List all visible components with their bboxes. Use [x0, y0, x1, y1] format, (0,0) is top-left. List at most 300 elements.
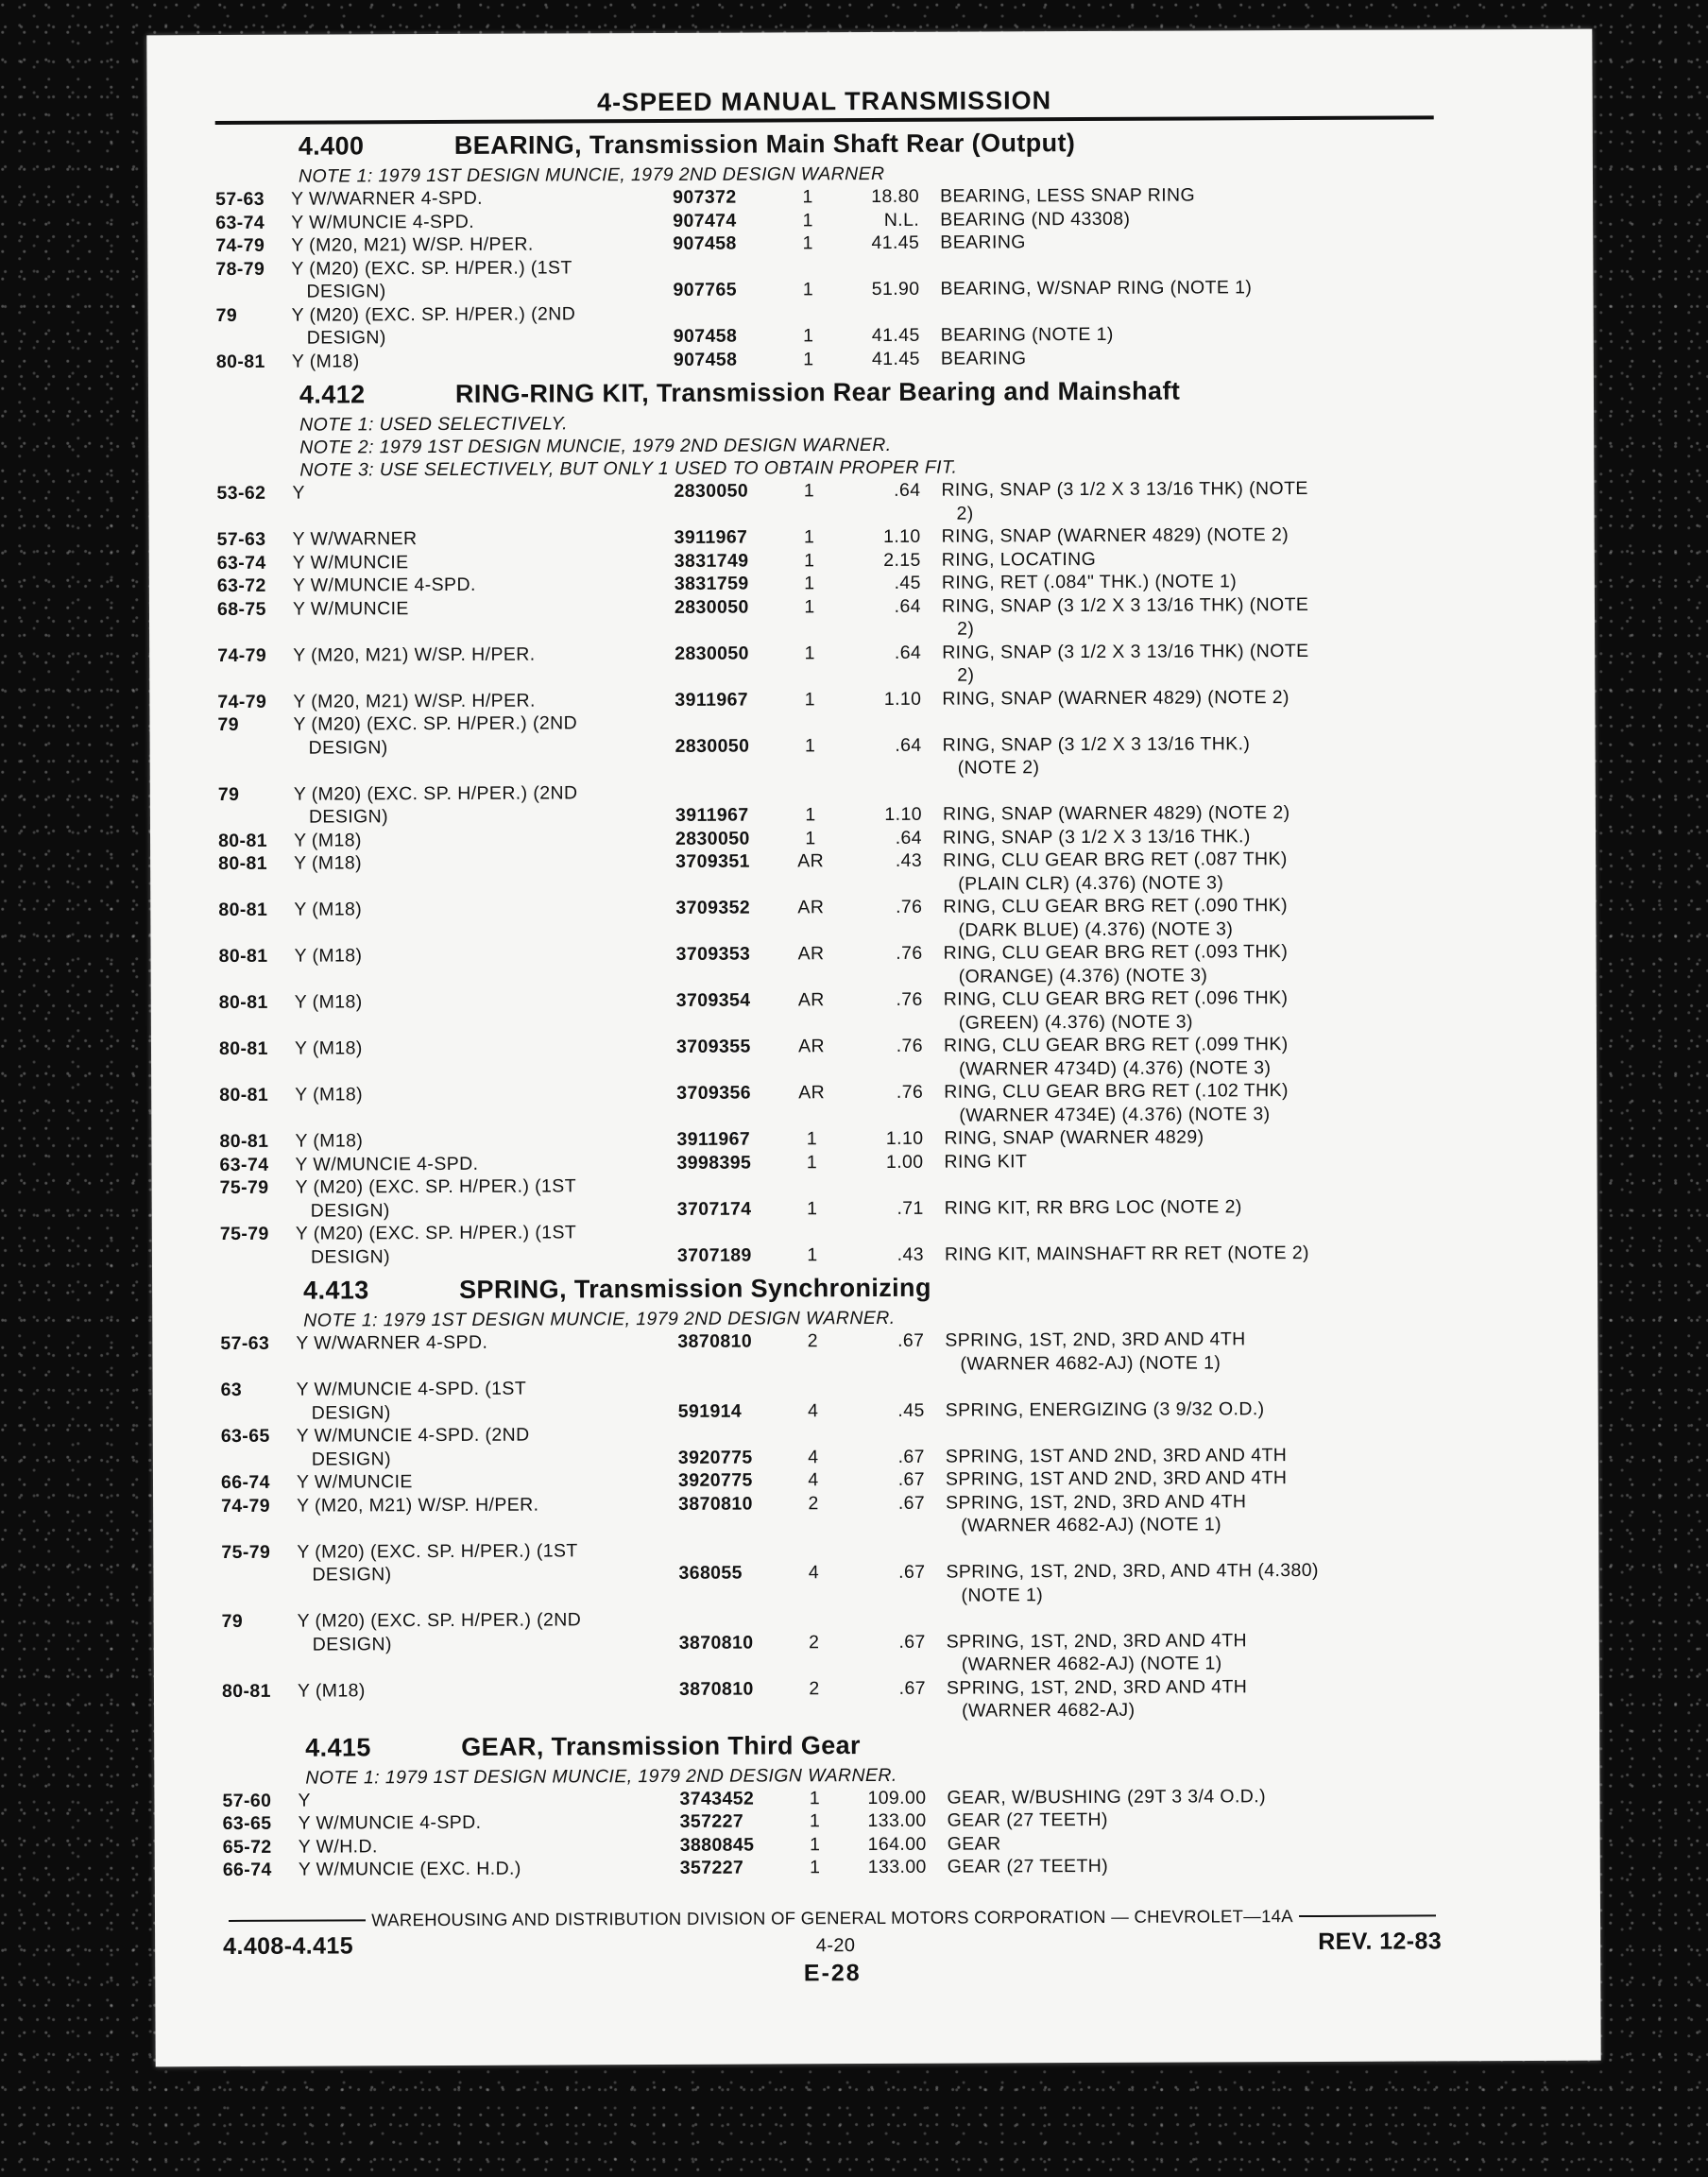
part-description [920, 299, 1435, 347]
model-years: 63-74 [219, 1154, 269, 1175]
part-description [927, 1830, 1442, 1856]
model-years: 74-79 [217, 691, 267, 712]
description-line: GEAR (27 TEETH) [947, 1808, 1108, 1831]
model-line: Y (M18) [293, 829, 362, 851]
section-title: RING-RING KIT, Transmission Rear Bearing and Mainshaft [454, 376, 1181, 408]
description-line: BEARING, LESS SNAP RING [940, 184, 1196, 207]
model-line: Y W/MUNCIE 4-SPD. [292, 574, 476, 596]
description-line: (WARNER 4682-AJ) [962, 1699, 1136, 1722]
part-description [922, 893, 1437, 941]
description-line: (ORANGE) (4.376) (NOTE 3) [958, 964, 1208, 987]
model-application [291, 209, 673, 233]
description-line: RING KIT [944, 1150, 1028, 1173]
description-line: RING KIT, RR BRG LOC (NOTE 2) [944, 1195, 1242, 1219]
part-number: 3920775 [677, 1469, 753, 1491]
model-years: 80-81 [219, 1130, 269, 1153]
description-line: RING, SNAP (3 1/2 X 3 13/16 THK) (NOTE [941, 477, 1308, 501]
part-number: 3870810 [678, 1678, 754, 1700]
part-number: 907458 [673, 232, 737, 254]
part-number: 3920775 [677, 1447, 753, 1468]
quantity: 4 [808, 1469, 819, 1491]
price: .64 [894, 479, 921, 501]
description-line: 2) [957, 618, 975, 640]
model-line: Y (M18) [295, 1130, 364, 1152]
description-line: RING, LOCATING [941, 548, 1097, 571]
quantity: 2 [808, 1492, 819, 1514]
model-line: Y (M18) [294, 945, 363, 967]
model-years: 75-79 [219, 1176, 269, 1199]
parts-row [216, 476, 1435, 528]
price: 2.15 [883, 549, 921, 571]
part-number: 3707189 [676, 1244, 752, 1266]
model-application [293, 573, 675, 597]
section-title: GEAR, Transmission Third Gear [461, 1730, 862, 1761]
price: .76 [896, 1035, 924, 1056]
quantity: 1 [804, 642, 815, 663]
description-line: RING, CLU GEAR BRG RET (.093 THK) [943, 941, 1289, 964]
part-number: 3870810 [678, 1493, 753, 1515]
part-description [921, 592, 1436, 641]
part-description [926, 1674, 1441, 1723]
description-line: RING, SNAP (3 1/2 X 3 13/16 THK) (NOTE [941, 593, 1309, 617]
model-line: DESIGN) [310, 1245, 391, 1268]
model-application [297, 1469, 678, 1494]
model-line: Y (M20, M21) W/SP. H/PER. [297, 1494, 539, 1517]
parts-row [222, 1674, 1441, 1726]
price: .45 [894, 572, 921, 593]
model-years: 66-74 [222, 1859, 272, 1881]
price: .76 [896, 942, 923, 964]
model-application [299, 1810, 680, 1835]
section-heading [220, 1271, 1439, 1306]
footer-rule-right [1299, 1914, 1436, 1917]
part-number: 3998395 [676, 1152, 752, 1174]
parts-row [221, 1419, 1440, 1471]
description-line: SPRING, ENERGIZING (3 9/32 O.D.) [945, 1397, 1265, 1421]
model-years: 80-81 [218, 852, 268, 875]
model-years: 80-81 [215, 351, 265, 372]
part-description [925, 1419, 1440, 1467]
footer-division: WAREHOUSING AND DISTRIBUTION DIVISION OF GENERAL MOTORS CORPORATION — CHEVROLET—14A [371, 1905, 1293, 1929]
model-application [296, 1330, 677, 1379]
price: N.L. [883, 209, 920, 231]
description-line: BEARING, W/SNAP RING (NOTE 1) [940, 277, 1253, 300]
model-line: Y W/WARNER 4-SPD. [296, 1331, 488, 1354]
part-number: 3911967 [674, 526, 748, 548]
parts-row [221, 1373, 1440, 1425]
part-number: 907458 [673, 325, 738, 347]
part-number: 3709352 [675, 897, 751, 918]
model-line: Y W/MUNCIE 4-SPD. [298, 1811, 482, 1834]
price: .67 [897, 1329, 925, 1351]
price: .43 [895, 849, 923, 871]
description-line: (WARNER 4682-AJ) (NOTE 1) [961, 1514, 1222, 1536]
price: .76 [896, 1081, 924, 1103]
model-years: 65-72 [222, 1836, 272, 1858]
parts-row [222, 1604, 1441, 1679]
part-description [923, 1148, 1438, 1174]
price: 41.45 [871, 348, 920, 369]
quantity: 1 [810, 1833, 821, 1855]
part-number: 3880845 [679, 1834, 755, 1856]
parts-row [215, 252, 1434, 304]
description-line: BEARING [940, 231, 1026, 253]
quantity: 4 [808, 1446, 819, 1467]
model-years: 63-74 [216, 552, 266, 574]
model-application [299, 1857, 680, 1881]
model-line: Y (M18) [294, 852, 362, 874]
quantity: 1 [806, 1128, 818, 1150]
parts-row [217, 592, 1436, 644]
price: 18.80 [871, 185, 920, 208]
price: 133.00 [867, 1809, 927, 1832]
quantity: 1 [802, 186, 813, 208]
model-application [291, 255, 673, 303]
description-line: RING, CLU GEAR BRG RET (.099 THK) [943, 1034, 1289, 1056]
description-line: (WARNER 4682-AJ) (NOTE 1) [960, 1351, 1221, 1375]
description-line: RING, CLU GEAR BRG RET (.087 THK) [943, 849, 1288, 871]
quantity: 1 [802, 209, 813, 231]
quantity: 1 [809, 1787, 821, 1808]
model-line: Y W/MUNCIE [292, 551, 409, 574]
part-description [921, 523, 1436, 548]
description-line: RING, SNAP (WARNER 4829) (NOTE 2) [942, 802, 1290, 825]
description-line: SPRING, 1ST, 2ND, 3RD, AND 4TH (4.380) [946, 1559, 1319, 1583]
price: .45 [897, 1399, 925, 1421]
model-years: 68-75 [216, 598, 266, 620]
quantity: 2 [809, 1631, 820, 1653]
model-application [292, 348, 674, 372]
quantity: 1 [802, 279, 814, 300]
parts-row [219, 1078, 1438, 1130]
description-line: RING, SNAP (WARNER 4829) [944, 1126, 1204, 1149]
model-application [292, 301, 674, 350]
model-application [293, 688, 675, 712]
part-number: 2830050 [675, 735, 750, 757]
part-number: 3870810 [677, 1330, 753, 1352]
part-number: 907765 [673, 279, 738, 300]
part-description [919, 182, 1434, 208]
model-years: 57-63 [215, 188, 265, 211]
quantity: 2 [807, 1330, 819, 1352]
parts-row [219, 1032, 1438, 1084]
part-number: 3709353 [675, 943, 751, 965]
parts-row [219, 986, 1438, 1037]
quantity: 1 [807, 1243, 818, 1265]
model-line: DESIGN) [306, 281, 386, 302]
model-years: 79 [215, 304, 238, 326]
model-line: Y (M20, M21) W/SP. H/PER. [293, 643, 536, 666]
quantity: 1 [802, 232, 813, 254]
description-line: RING, SNAP (3 1/2 X 3 13/16 THK) (NOTE [942, 640, 1309, 663]
price: 1.10 [883, 688, 922, 710]
quantity: 1 [804, 549, 815, 571]
model-years: 63-74 [215, 212, 265, 233]
model-line: Y (M20) (EXC. SP. H/PER.) (1ST [295, 1222, 577, 1244]
section-title: SPRING, Transmission Synchronizing [459, 1273, 931, 1304]
section-number: 4.415 [305, 1732, 371, 1762]
part-number: 2830050 [675, 828, 750, 849]
description-line: RING KIT, MAINSHAFT RR RET (NOTE 2) [944, 1242, 1309, 1265]
parts-row [217, 639, 1436, 691]
quantity: AR [797, 989, 825, 1011]
description-line: (PLAIN CLR) (4.376) (NOTE 3) [958, 871, 1224, 895]
model-application [298, 1608, 679, 1679]
model-line: Y (M20) (EXC. SP. H/PER.) (2ND [293, 781, 578, 805]
model-years: 80-81 [221, 1680, 271, 1702]
model-years: 57-63 [216, 528, 266, 551]
description-line: BEARING [940, 347, 1027, 369]
part-number: 3709355 [675, 1036, 751, 1057]
model-application [294, 827, 675, 851]
price: 109.00 [867, 1787, 927, 1808]
parts-row [220, 1217, 1439, 1269]
description-line: SPRING, 1ST AND 2ND, 3RD AND 4TH [945, 1444, 1288, 1467]
description-line: SPRING, 1ST, 2ND, 3RD AND 4TH [946, 1675, 1248, 1699]
quantity: AR [797, 850, 825, 872]
description-line: (WARNER 4734E) (4.376) (NOTE 3) [959, 1103, 1271, 1126]
part-description [920, 476, 1435, 524]
model-line: Y W/WARNER 4-SPD. [291, 187, 484, 210]
part-description [921, 546, 1436, 572]
part-description [925, 1373, 1440, 1421]
price: 1.00 [885, 1151, 924, 1173]
section-note: NOTE 1: 1979 1ST DESIGN MUNCIE, 1979 2ND DESIGN WARNER [298, 163, 885, 187]
model-line: Y W/MUNCIE (EXC. H.D.) [298, 1858, 521, 1880]
model-years: 63-72 [216, 574, 266, 597]
price: 51.90 [871, 278, 920, 300]
part-description [923, 939, 1438, 987]
model-years: 57-63 [220, 1332, 270, 1355]
model-years: 80-81 [218, 991, 268, 1014]
model-line: Y (M18) [294, 1037, 363, 1059]
price: .64 [894, 642, 922, 663]
model-application [298, 1787, 679, 1811]
model-application [294, 897, 675, 945]
description-line: SPRING, 1ST, 2ND, 3RD AND 4TH [945, 1328, 1246, 1351]
model-line: Y (M20) (EXC. SP. H/PER.) (1ST [295, 1175, 577, 1198]
parts-row [221, 1489, 1440, 1541]
part-number: 3709351 [675, 850, 750, 872]
model-years: 74-79 [217, 644, 267, 666]
part-description [922, 778, 1437, 826]
quantity: 1 [807, 1197, 818, 1219]
sections-container [215, 127, 1442, 1881]
model-years: 79 [217, 713, 240, 736]
section-heading [216, 375, 1435, 410]
model-years: 80-81 [218, 899, 268, 921]
price: .67 [897, 1468, 926, 1490]
description-line: (NOTE 1) [961, 1584, 1044, 1606]
parts-row [221, 1535, 1440, 1610]
model-application [297, 1423, 678, 1471]
model-years: 79 [217, 783, 240, 805]
part-description [921, 708, 1436, 780]
parts-row [218, 893, 1437, 945]
section-note: NOTE 2: 1979 1ST DESIGN MUNCIE, 1979 2ND DESIGN WARNER. [299, 434, 892, 458]
price: 1.10 [883, 525, 921, 547]
model-line: Y (M18) [295, 1084, 364, 1106]
catalog-page [146, 29, 1600, 2067]
quantity: AR [797, 943, 825, 965]
part-description [924, 1217, 1439, 1265]
part-number: 3709354 [675, 989, 751, 1011]
model-line: Y (M20, M21) W/SP. H/PER. [291, 233, 534, 256]
description-line: GEAR, W/BUSHING (29T 3 3/4 O.D.) [947, 1785, 1267, 1808]
price: .67 [898, 1677, 927, 1699]
section-heading [215, 127, 1434, 162]
model-years: 78-79 [215, 258, 265, 280]
model-application [299, 1833, 680, 1858]
part-number: 3707174 [676, 1198, 752, 1220]
model-years: 63-65 [220, 1425, 270, 1448]
model-application [295, 943, 676, 991]
model-application [293, 549, 675, 574]
price: .64 [895, 734, 922, 756]
parts-row [216, 345, 1435, 373]
part-description [921, 685, 1436, 711]
model-line: Y W/H.D. [298, 1835, 378, 1858]
model-line: Y (M20) (EXC. SP. H/PER.) (1ST [291, 256, 572, 280]
price: .67 [897, 1446, 925, 1467]
model-line: DESIGN) [311, 1401, 391, 1424]
model-line: Y (M18) [294, 899, 363, 920]
model-line: Y (M20) (EXC. SP. H/PER.) (2ND [293, 712, 578, 735]
model-application [293, 595, 675, 643]
quantity: 1 [804, 573, 815, 594]
quantity: 1 [805, 827, 816, 849]
part-description [923, 1078, 1438, 1126]
part-number: 3911967 [676, 1128, 751, 1150]
model-application [293, 711, 675, 782]
section-note: NOTE 1: 1979 1ST DESIGN MUNCIE, 1979 2ND DESIGN WARNER. [305, 1764, 897, 1789]
part-description [926, 1604, 1441, 1676]
description-line: SPRING, 1ST, 2ND, 3RD AND 4TH [946, 1490, 1247, 1514]
footer-division-line [223, 1905, 1442, 1931]
part-number: 907474 [673, 210, 737, 231]
price: 1.10 [885, 1127, 924, 1149]
model-application [297, 1538, 678, 1609]
price: .71 [897, 1197, 924, 1219]
quantity: 1 [804, 595, 815, 617]
model-line: Y [292, 482, 305, 504]
model-application [291, 186, 673, 211]
model-line: Y (M18) [291, 350, 360, 372]
model-line: DESIGN) [306, 327, 386, 349]
part-description [925, 1466, 1440, 1491]
model-line: DESIGN) [308, 736, 388, 759]
parts-row [217, 708, 1436, 782]
section-note: NOTE 3: USE SELECTIVELY, BUT ONLY 1 USED TO OBTAIN PROPER FIT. [299, 456, 958, 481]
part-description [925, 1489, 1440, 1537]
model-years: 79 [221, 1610, 244, 1633]
description-line: RING, SNAP (WARNER 4829) (NOTE 2) [942, 686, 1290, 710]
section-number: 4.413 [303, 1276, 369, 1305]
part-number: 3743452 [679, 1788, 755, 1809]
model-line: DESIGN) [312, 1633, 392, 1655]
model-years: 74-79 [221, 1495, 271, 1517]
part-description [923, 986, 1438, 1034]
description-line: RING, CLU GEAR BRG RET (.090 THK) [943, 895, 1289, 917]
price: 41.45 [871, 231, 920, 254]
part-number: 3870810 [678, 1632, 754, 1654]
footer-range: 4.408-4.415 [223, 1931, 354, 1960]
part-description [919, 229, 1434, 254]
description-line: RING, SNAP (WARNER 4829) (NOTE 2) [941, 524, 1290, 547]
footer-page-code: E-28 [803, 1959, 862, 1986]
model-application [297, 1377, 678, 1425]
description-line: RING, SNAP (3 1/2 X 3 13/16 THK.) [942, 732, 1251, 756]
model-years: 80-81 [219, 1084, 269, 1106]
part-description [919, 252, 1434, 300]
quantity: 4 [808, 1562, 820, 1584]
quantity: 1 [809, 1810, 821, 1832]
model-line: Y W/MUNCIE [296, 1471, 413, 1493]
footer-row [223, 1928, 1442, 1961]
model-line: DESIGN) [308, 806, 389, 828]
model-line: Y [298, 1790, 311, 1811]
section-note: NOTE 1: 1979 1ST DESIGN MUNCIE, 1979 2ND DESIGN WARNER. [303, 1307, 896, 1331]
part-description [921, 639, 1436, 687]
part-number: 2830050 [675, 643, 749, 664]
model-application [298, 1677, 679, 1725]
model-application [294, 780, 675, 829]
quantity: 1 [804, 734, 816, 756]
quantity: 1 [805, 804, 816, 826]
model-application [295, 1082, 676, 1130]
model-line: DESIGN) [312, 1564, 392, 1586]
footer-revision: REV. 12-83 [1318, 1927, 1443, 1955]
model-application [295, 1128, 676, 1153]
parts-row [220, 1171, 1439, 1223]
model-application [295, 1151, 676, 1175]
part-number: 368055 [678, 1562, 743, 1584]
model-line: Y W/MUNCIE 4-SPD. [291, 211, 475, 233]
part-number: 357227 [679, 1810, 744, 1832]
description-line: SPRING, 1ST, 2ND, 3RD AND 4TH [946, 1629, 1248, 1653]
part-number: 591914 [677, 1400, 743, 1422]
part-number: 907372 [673, 186, 737, 208]
part-description [923, 1032, 1438, 1080]
description-line: (NOTE 2) [957, 757, 1040, 779]
part-description [922, 847, 1437, 895]
part-description [927, 1853, 1442, 1878]
model-application [295, 989, 676, 1037]
description-line: RING, CLU GEAR BRG RET (.102 THK) [944, 1080, 1289, 1103]
price: .67 [898, 1631, 926, 1653]
model-years: 80-81 [217, 830, 267, 851]
model-years: 66-74 [220, 1471, 270, 1494]
model-line: Y (M18) [297, 1679, 366, 1702]
section-number: 4.400 [298, 131, 365, 161]
price: .67 [897, 1492, 926, 1514]
price: .67 [898, 1561, 926, 1583]
quantity: 1 [803, 348, 814, 369]
quantity: 1 [803, 480, 815, 502]
model-application [296, 1174, 677, 1223]
section-number: 4.412 [299, 380, 366, 409]
model-years: 53-62 [216, 482, 266, 505]
quantity: AR [798, 1082, 826, 1104]
quantity: 1 [804, 688, 816, 710]
description-line: GEAR [947, 1832, 1001, 1855]
model-years: 80-81 [218, 945, 268, 968]
price: 41.45 [871, 324, 920, 347]
model-years: 80-81 [218, 1037, 268, 1060]
quantity: AR [797, 1036, 825, 1057]
part-description [925, 1535, 1440, 1607]
part-number: 3709356 [676, 1082, 751, 1104]
